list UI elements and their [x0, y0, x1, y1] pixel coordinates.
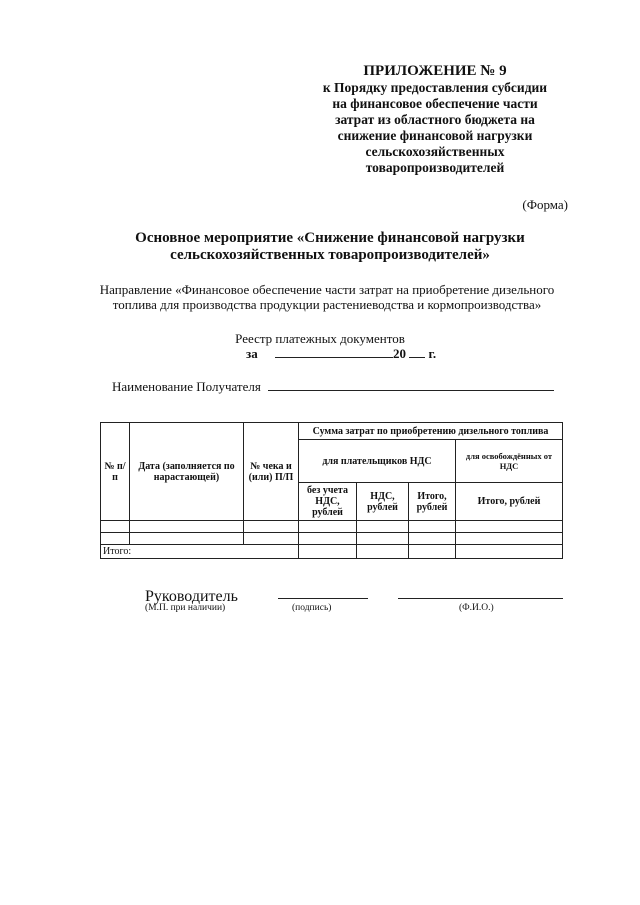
table-cell[interactable]: [456, 521, 563, 533]
total-cell[interactable]: [357, 545, 409, 559]
main-title-line: сельскохозяйственных товаропроизводителей»: [170, 247, 490, 263]
total-cell[interactable]: [299, 545, 357, 559]
main-title-line: Основное мероприятие «Снижение финансовой нагрузки: [135, 230, 525, 246]
appendix-line: к Порядку предоставления субсидии: [322, 80, 548, 95]
appendix-line: товаропроизводителей: [365, 160, 505, 175]
direction-line: Направление «Финансовое обеспечение части затрат на приобретение дизельного: [99, 282, 555, 297]
header-total: Итого, рублей: [409, 483, 456, 521]
table-cell[interactable]: [357, 533, 409, 545]
header-check: № чека и (или) П/П: [244, 423, 299, 521]
registry-date: [246, 345, 436, 362]
header-vat: НДС, рублей: [357, 483, 409, 521]
table-cell[interactable]: [409, 521, 456, 533]
signature-note: (подпись): [292, 603, 332, 613]
appendix-header: [300, 62, 570, 176]
appendix-line: затрат из областного бюджета на: [335, 112, 535, 127]
table-cell[interactable]: [299, 533, 357, 545]
table-cell[interactable]: [244, 533, 299, 545]
header-date: Дата (заполняется по нарастающей): [130, 423, 244, 521]
date-year: 20: [392, 346, 406, 361]
table-cell[interactable]: [130, 533, 244, 545]
appendix-title: ПРИЛОЖЕНИЕ № 9: [363, 63, 507, 79]
fio-line[interactable]: [398, 598, 563, 599]
total-cell[interactable]: [409, 545, 456, 559]
table-cell[interactable]: [101, 521, 130, 533]
recipient-field[interactable]: [268, 378, 554, 391]
date-blank[interactable]: [275, 345, 393, 358]
header-vat-payers: для плательщиков НДС: [299, 440, 456, 483]
table-cell[interactable]: [130, 521, 244, 533]
registry-table: [100, 422, 563, 559]
fio-note: (Ф.И.О.): [459, 603, 494, 613]
direction-line: топлива для производства продукции растениеводства и кормопроизводства»: [112, 297, 542, 312]
header-exempt-total: Итого, рублей: [456, 483, 563, 521]
header-vat-exempt: для освобождённых от НДС: [456, 440, 563, 483]
date-suffix: г.: [428, 346, 437, 361]
header-without-vat: без учета НДС, рублей: [299, 483, 357, 521]
signature-line[interactable]: [278, 598, 368, 599]
recipient-row: [112, 378, 554, 395]
total-cell[interactable]: [456, 545, 563, 559]
header-num: № п/п: [101, 423, 130, 521]
appendix-line: на финансовое обеспечение части: [332, 96, 538, 111]
main-title: [100, 230, 560, 264]
table-cell[interactable]: [456, 533, 563, 545]
table-row: [101, 533, 563, 545]
table-row: [101, 521, 563, 533]
header-group: Сумма затрат по приобретению дизельного топлива: [299, 423, 563, 440]
table-cell[interactable]: [299, 521, 357, 533]
table-cell[interactable]: [101, 533, 130, 545]
direction-text: [92, 282, 562, 312]
stamp-note: (М.П. при наличии): [145, 603, 226, 613]
table-cell[interactable]: [409, 533, 456, 545]
date-prefix: за: [246, 346, 258, 361]
total-row: [101, 545, 563, 559]
registry-title: Реестр платежных документов: [235, 331, 405, 346]
head-label: Руководитель: [145, 588, 238, 605]
year-blank[interactable]: [409, 345, 425, 358]
form-label: (Форма): [522, 197, 568, 212]
table-cell[interactable]: [244, 521, 299, 533]
appendix-line: снижение финансовой нагрузки: [337, 128, 533, 143]
table-cell[interactable]: [357, 521, 409, 533]
recipient-label: Наименование Получателя: [112, 379, 261, 394]
total-label: Итого:: [101, 545, 299, 559]
appendix-line: сельскохозяйственных: [365, 144, 505, 159]
